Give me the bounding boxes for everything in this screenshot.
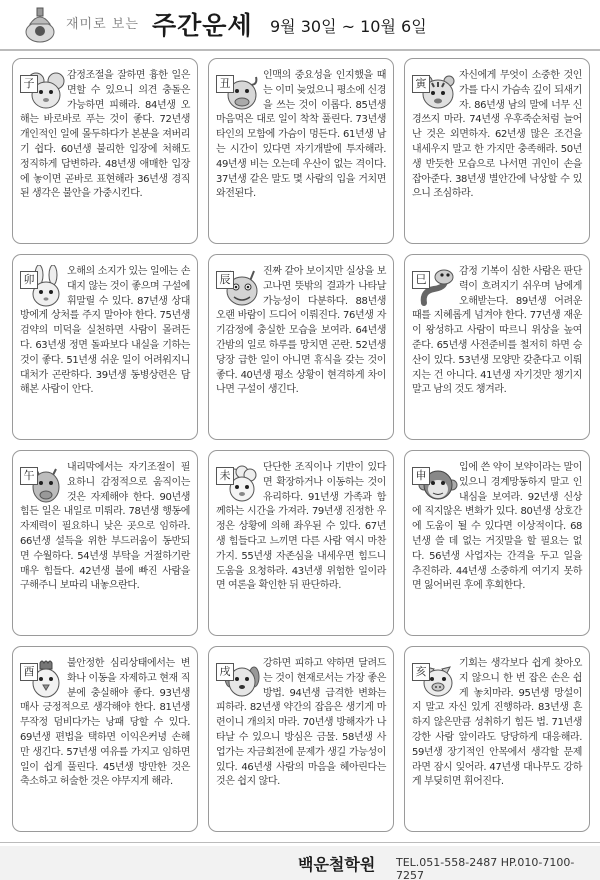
fortune-card-pig <box>404 646 590 832</box>
header-divider <box>0 49 600 51</box>
zodiac-badge: 巳 <box>412 271 430 289</box>
fortune-text: 기회는 생각보다 쉽게 찾아오지 않으니 한 번 잡은 손은 쉽게 놓치마라. 95년생 망설이지 말고 자신 있게 진행하라. 83년생 흔하지 않은만큼 성취하기 힘든 법. 71년생 강한 사람 앞이라도 당당하게 대응해라. 59년생 장기적인 안목에서 생각할 문제라면 잠시 잊어라. 47년생 대나무도 강하게 부딪히면 휘어진다. <box>412 658 582 788</box>
fortune-text: 강하면 피하고 약하면 달려드는 것이 현재로서는 가장 좋은 방법. 94년생 급격한 변화는 피하라. 82년생 약간의 잡음은 생기게 마련이니 개의치 마라. 70년생 방해자가 나타날 수 있으니 방심은 금물. 58년생 사업가는 자금회전에 문제가 생길 가능성이 있다. 46년생 사람의 마음을 헤아린다는 것은 쉽지 않다. <box>216 658 386 788</box>
fortune-text: 진짜 같아 보이지만 실상을 보고나면 뜻밖의 결과가 나타날 가능성이 다분하다. 88년생 오랜 바람이 드디어 이뤄진다. 76년생 자기감정에 충실한 모습을 보여라. 64년생 간밤의 일로 하루를 망치면 곤란. 52년생 당장 급한 일이 아니면 휴식을 갖는 것이 좋다. 40년생 평소 상황이 현격하게 차이나면 구설이 생긴다. <box>216 266 386 396</box>
footer-divider <box>0 842 600 843</box>
fortune-text: 단단한 조직이나 기반이 있다면 확장하거나 이동하는 것이 유리하다. 91년생 가족과 함께하는 시간을 가져라. 79년생 진정한 우정은 상황에 의해 좌우된 수 있다. 67년생 힘들다고 느끼면 다른 사람 역시 마찬가지. 55년생 자존심을 내세우면 힘드니 도움을 요청하라. 43년생 위험한 일이라면 여론을 확인한 뒤 판단하라. <box>216 462 386 592</box>
page-title: 주간운세 <box>152 11 253 40</box>
fortune-text: 오해의 소지가 있는 일에는 손대지 않는 것이 좋으며 구설에 휘말릴 수 있다. 87년생 상대방에게 상처를 주지 말아야 한다. 75년생 검약의 미덕을 실천하면 사람이 몰려든다. 63년생 정면 돌파보다 내실을 기하는 것이 좋다. 51년생 쉬운 일이 어려워지니 대처가 곤란하다. 39년생 동병상련은 담해본 사람이 안다. <box>20 266 190 396</box>
fortune-card-horse <box>12 450 198 636</box>
fortune-card-monkey <box>404 450 590 636</box>
fortune-text: 내리막에서는 자기조절이 필요하니 감정적으로 움직이는 것은 자제해야 한다. 90년생 힘든 일은 내일로 미뤄라. 78년생 행동에 자제력이 필요하니 낮은 곳으로 임하라. 66년생 설득을 위한 부드러움이 동반되면 수월하다. 54년생 부탁을 거절하기란 매우 힘들다. 42년생 불에 빠진 사람을 구해주니 보따리 내놓으란다. <box>20 462 190 592</box>
fortune-card-rabbit <box>12 254 198 440</box>
footer <box>0 846 600 880</box>
date-range: 9월 30일 ~ 10월 6일 <box>270 17 427 36</box>
header-subtitle: 재미로 보는 <box>66 17 139 32</box>
zodiac-badge: 戌 <box>216 663 234 681</box>
fortune-card-ox <box>208 58 394 244</box>
fortune-text: 감정 기복이 심한 사람은 판단력이 흐려지기 쉬우며 남에게 오해받는다. 89년생 어려운 때를 지혜롭게 넘겨야 한다. 77년생 재운이 왕성하고 사람이 따르니 위상을 높여준다. 65년생 사전준비를 철저히 하면 승산이 있다. 53년생 모양만 갖춘다고 이뤄지는 건 아니다. 41년생 자기것만 챙기지 말고 남의 것도 챙겨라. <box>412 266 582 396</box>
fortune-pouch-icon <box>22 4 58 44</box>
fortune-card-tiger <box>404 58 590 244</box>
zodiac-badge: 亥 <box>412 663 430 681</box>
fortune-text: 자신에게 무엇이 소중한 것인가를 다시 가슴속 깊이 되새기자. 86년생 남의 말에 너무 신경쓰지 마라. 74년생 우후죽순처럼 늘어난 것은 외면하자. 62년생 많은 조건을 내세우지 말고 한 가지만 충족해라. 50년생 반듯한 모습으로 나서면 귀인이 손을 잡아준다. 38년생 별안간에 낙상할 수 있으니 조심하라. <box>412 70 582 200</box>
zodiac-badge: 酉 <box>20 663 38 681</box>
advertiser-name: 백운철학원 <box>298 855 376 874</box>
fortune-card-rat <box>12 58 198 244</box>
zodiac-badge: 申 <box>412 467 430 485</box>
fortune-text: 입에 쓴 약이 보약이라는 말이 있으니 경계망동하지 말고 인내심을 보여라. 92년생 신상에 직지않은 변화가 있다. 80년생 상호간에 도움이 될 수 있다면 이상적이다. 68년생 쓸 데 없는 거짓말을 할 필요는 없다. 56년생 사업자는 간격을 두고 일을 추진하라. 44년생 소중하게 여기지 못하면 잃어버린 후에 후회한다. <box>412 462 582 592</box>
zodiac-badge: 辰 <box>216 271 234 289</box>
zodiac-badge: 丑 <box>216 75 234 93</box>
zodiac-badge: 子 <box>20 75 38 93</box>
zodiac-badge: 午 <box>20 467 38 485</box>
fortune-text: 인맥의 중요성을 인지했을 때는 이미 늦었으니 평소에 신경을 쓰는 것이 이롭다. 85년생 마음먹은 대로 일이 착착 풀린다. 73년생 타인의 모함에 가슴이 멍든다. 61년생 남는 시간이 있다면 자기개발에 투자해라. 49년생 비는 오는데 우산이 없는 격이다. 37년생 같은 말도 몇 사람의 입을 거치면 와전된다. <box>216 70 386 200</box>
fortune-card-dragon <box>208 254 394 440</box>
zodiac-badge: 寅 <box>412 75 430 93</box>
zodiac-badge: 未 <box>216 467 234 485</box>
fortune-card-sheep <box>208 450 394 636</box>
fortune-card-dog <box>208 646 394 832</box>
fortune-card-snake <box>404 254 590 440</box>
fortune-card-rooster <box>12 646 198 832</box>
contact-numbers: TEL.051-558-2487 HP.010-7100-7257 <box>396 856 575 880</box>
header <box>0 0 600 52</box>
fortune-text: 불안정한 심리상태에서는 변화나 이동을 자제하고 현재 직분에 충실해야 좋다. 93년생 매사 긍정적으로 생각해야 한다. 81년생 무작정 덤비다가는 낭패 당할 수 있다. 69년생 편법을 택하면 이익은커녕 손해만 생긴다. 57년생 여유를 가지고 임하면 일이 쉽게 풀린다. 45년생 방만한 것은 축소하고 허술한 것은 야무지게 해라. <box>20 658 190 788</box>
zodiac-badge: 卯 <box>20 271 38 289</box>
fortune-text: 감정조절을 잘하면 흉한 일은 면할 수 있으니 의견 충돌은 가능하면 피해라. 84년생 오해는 바로바로 푸는 것이 좋다. 72년생 개인적인 일에 몰두하다가 본분을 져버리기 쉽다. 60년생 불리한 입장에 처해도 정직하게 답변하라. 48년생 애매한 입장에 놓이면 곧바로 표현해라 36년생 경직된 생각은 불안을 가중시킨다. <box>20 70 190 200</box>
